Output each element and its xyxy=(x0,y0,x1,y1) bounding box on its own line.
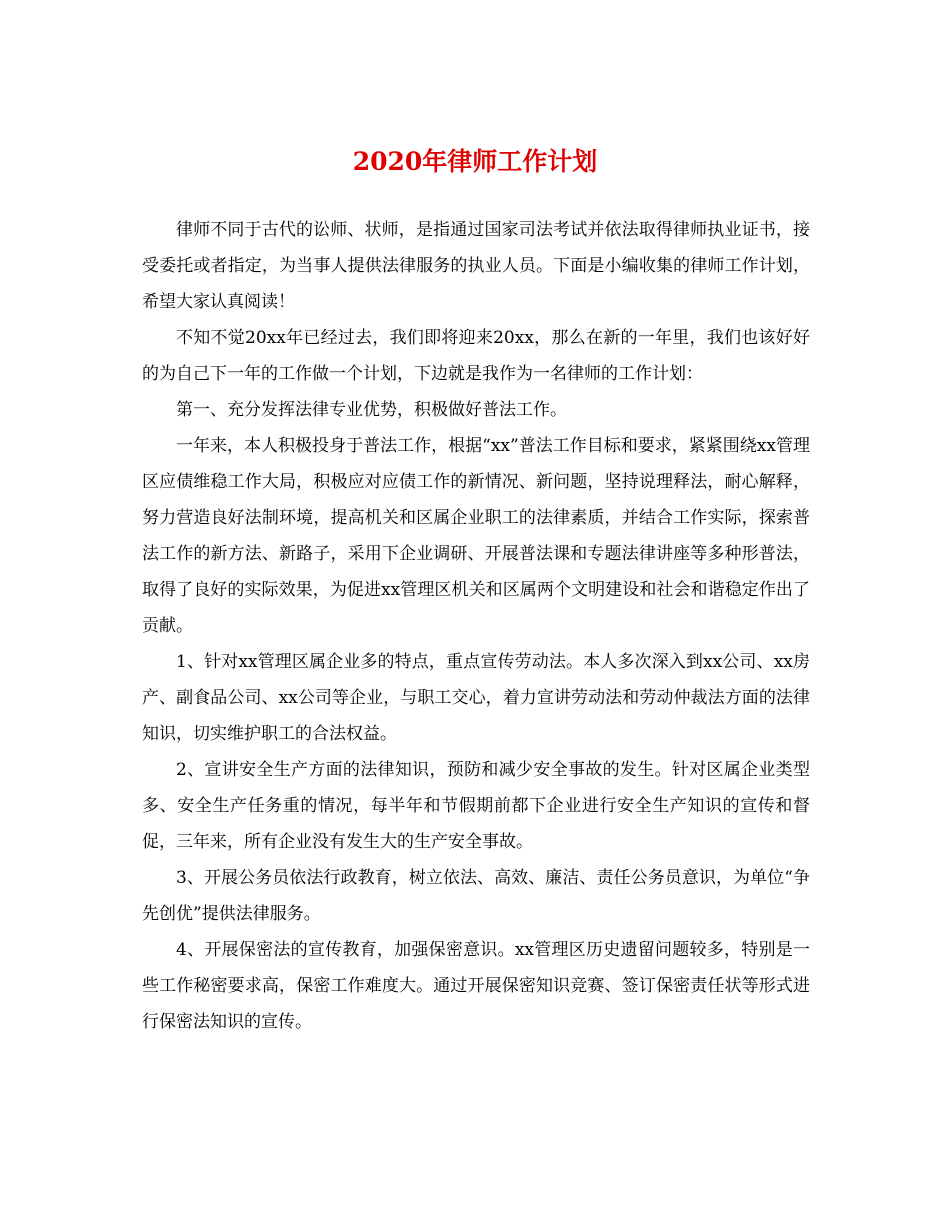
list-item-3: 3、开展公务员依法行政教育，树立依法、高效、廉洁、责任公务员意识，为单位“争先创优”提供法律服务。 xyxy=(142,868,810,924)
paragraph-plan-intro: 不知不觉20xx年已经过去，我们即将迎来20xx，那么在新的一年里，我们也该好好的为自己下一年的工作做一个计划，下边就是我作为一名律师的工作计划： xyxy=(142,328,810,384)
paragraph-intro: 律师不同于古代的讼师、状师，是指通过国家司法考试并依法取得律师执业证书，接受委托或者指定，为当事人提供法律服务的执业人员。下面是小编收集的律师工作计划，希望大家认真阅读！ xyxy=(142,220,810,312)
section-heading-first: 第一、充分发挥法律专业优势，积极做好普法工作。 xyxy=(176,400,567,420)
paragraph-summary: 一年来，本人积极投身于普法工作，根据“xx”普法工作目标和要求，紧紧围绕xx管理区应债维稳工作大局，积极应对应债工作的新情况、新问题，坚持说理释法，耐心解释，努力营造良好法制环境，提高机关和区属企业职工的法律素质，并结合工作实际，探索普法工作的新方法、新路子，采用下企业调研、开展普法课和专题法律讲座等多种形普法，取得了良好的实际效果，为促进xx管理区机关和区属两个文明建设和社会和谐稳定作出了贡献。 xyxy=(142,436,810,636)
document-body xyxy=(142,212,810,1040)
list-item-4: 4、开展保密法的宣传教育，加强保密意识。xx管理区历史遗留问题较多，特别是一些工作秘密要求高，保密工作难度大。通过开展保密知识竞赛、签订保密责任状等形式进行保密法知识的宣传。 xyxy=(142,940,810,1032)
list-item-2: 2、宣讲安全生产方面的法律知识，预防和减少安全事故的发生。针对区属企业类型多、安全生产任务重的情况，每半年和节假期前都下企业进行安全生产知识的宣传和督促，三年来，所有企业没有发生大的生产安全事故。 xyxy=(142,760,810,852)
list-item-1: 1、针对xx管理区属企业多的特点，重点宣传劳动法。本人多次深入到xx公司、xx房产、副食品公司、xx公司等企业，与职工交心，着力宣讲劳动法和劳动仲裁法方面的法律知识，切实维护职工的合法权益。 xyxy=(142,652,810,744)
document-title: 2020年律师工作计划 xyxy=(352,147,598,176)
